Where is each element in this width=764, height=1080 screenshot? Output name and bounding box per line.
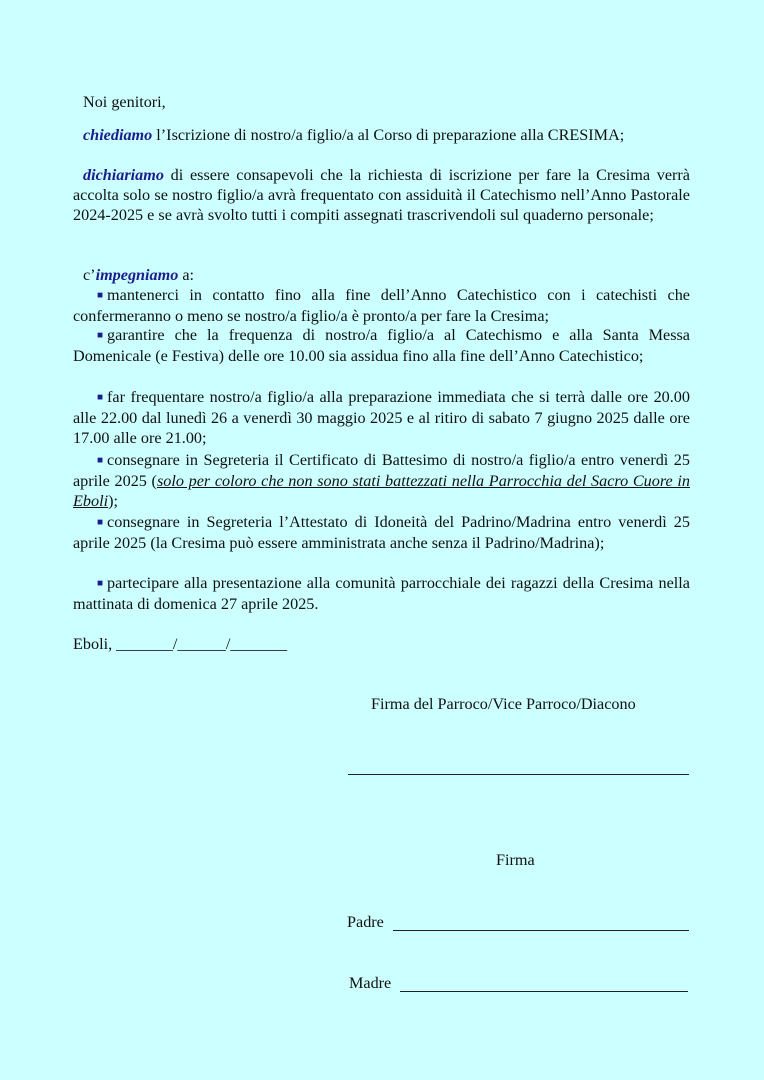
commitment-item-text: garantire che la frequenza di nostro/a figlio/a al Catechismo e alla Santa Messa Domenicale (e Festiva) delle ore 10.00 sia assidua fino alla fine dell’Anno Catechistico; bbox=[73, 326, 690, 365]
parish-signature-label: Firma del Parroco/Vice Parroco/Diacono bbox=[371, 695, 636, 713]
declaration-paragraph bbox=[73, 165, 690, 225]
madre-signature-line bbox=[400, 991, 688, 992]
commitment-item-5 bbox=[73, 512, 690, 553]
commitment-item-tail: ); bbox=[108, 492, 118, 510]
commitment-item-text: mantenerci in contatto fino alla fine dell’Anno Catechistico con i catechisti che confermeranno o meno se nostro/a figlio/a è pronto/a per fare la Cresima; bbox=[73, 286, 690, 325]
padre-signature-line bbox=[393, 930, 689, 931]
commitment-prefix: c’ bbox=[83, 266, 96, 284]
date-line: Eboli, _______/______/_______ bbox=[73, 635, 288, 653]
bullet-square-icon: ■ bbox=[97, 517, 104, 528]
commitment-item-text: far frequentare nostro/a figlio/a alla preparazione immediata che si terrà dalle ore 20.00 alle 22.00 dal lunedì 26 a venerdì 30 maggio 2025 e al ritiro di sabato 7 giugno 2025 dalle ore 17.00 alle ore 21.00; bbox=[73, 388, 690, 447]
commitment-item-1 bbox=[73, 285, 690, 326]
commitment-item-4 bbox=[73, 450, 690, 511]
bullet-square-icon: ■ bbox=[97, 578, 104, 589]
commitment-item-3 bbox=[73, 387, 690, 448]
madre-label: Madre bbox=[349, 974, 392, 992]
commitment-item-text: partecipare alla presentazione alla comunità parrocchiale dei ragazzi della Cresima nella mattinata di domenica 27 aprile 2025. bbox=[73, 574, 690, 613]
commitment-suffix: a: bbox=[178, 266, 195, 284]
firma-label: Firma bbox=[496, 851, 535, 869]
commitment-item-text: consegnare in Segreteria il Certificato di Battesimo di nostro/a figlio/a entro venerdì 25 aprile 2025 ( bbox=[73, 451, 690, 490]
commitment-item-text: consegnare in Segreteria l’Attestato di Idoneità del Padrino/Madrina entro venerdì 25 aprile 2025 (la Cresima può essere amministrata anche senza il Padrino/Madrina); bbox=[73, 513, 690, 552]
bullet-square-icon: ■ bbox=[97, 455, 104, 466]
request-text: l’Iscrizione di nostro/a figlio/a al Corso di preparazione alla CRESIMA; bbox=[152, 126, 625, 144]
bullet-square-icon: ■ bbox=[97, 290, 104, 301]
greeting bbox=[73, 92, 690, 112]
declaration-verb: dichiariamo bbox=[83, 166, 164, 184]
commitment-item-2 bbox=[73, 325, 690, 366]
bullet-square-icon: ■ bbox=[97, 330, 104, 341]
padre-label: Padre bbox=[347, 913, 384, 931]
commitment-item-6 bbox=[73, 573, 690, 614]
parish-signature-line bbox=[348, 774, 689, 775]
greeting-text: Noi genitori, bbox=[83, 93, 166, 111]
declaration-text: di essere consapevoli che la richiesta di iscrizione per fare la Cresima verrà accolta solo se nostro figlio/a avrà frequentato con assiduità il Catechismo nell’Anno Pastorale 2024-2025 e se avrà svolto tutti i compiti assegnati trascrivendoli sul quaderno personale; bbox=[73, 166, 690, 224]
commitment-item-note: solo per coloro che non sono stati battezzati nella Parrocchia del Sacro Cuore in Eboli bbox=[73, 472, 690, 510]
commitment-verb: impegniamo bbox=[95, 266, 179, 284]
request-paragraph bbox=[73, 125, 690, 145]
bullet-square-icon: ■ bbox=[97, 392, 104, 403]
commitment-heading bbox=[73, 265, 690, 285]
request-verb: chiediamo bbox=[83, 126, 153, 144]
